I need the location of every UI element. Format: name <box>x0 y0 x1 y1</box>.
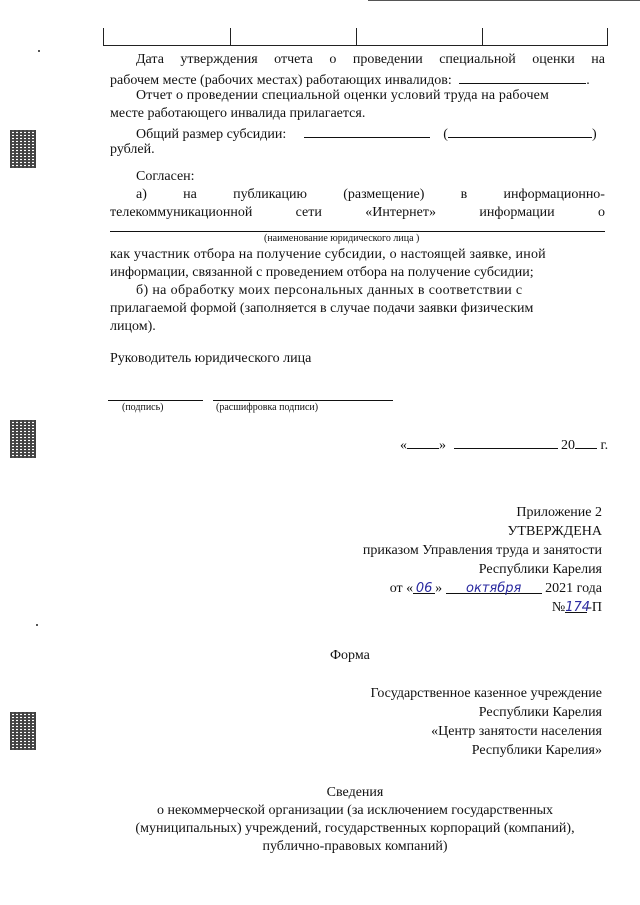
agree-b-line2-text: прилагаемой формой (заполняется в случае подачи заявки физическим <box>110 301 534 316</box>
approved-label: УТВЕРЖДЕНА <box>507 524 602 539</box>
word: на <box>591 52 605 67</box>
info-block <box>100 784 610 856</box>
word: специальной <box>439 52 516 67</box>
agree-a-line1 <box>136 186 605 204</box>
agree-b-line1 <box>136 282 605 300</box>
p3-line2 <box>110 141 605 159</box>
p2-line1-text: Отчет о проведении специальной оценки условий труда на рабочем <box>136 88 550 103</box>
table-cell-divider <box>482 28 483 45</box>
date-month-blank <box>454 434 558 449</box>
info-line: публично-правовых компаний) <box>262 839 448 854</box>
appendix-block <box>363 503 602 617</box>
appendix-number: Приложение 2 <box>516 505 602 520</box>
signature-head-text: Руководитель юридического лица <box>110 351 312 366</box>
word: информационно- <box>503 187 605 202</box>
order-date-prefix: от « <box>389 581 414 596</box>
p2-line2-text: месте работающего инвалида прилагается. <box>110 106 366 121</box>
addressee-line: Республики Карелия <box>478 705 602 720</box>
p1-line2-text: рабочем месте (рабочих местах) работающих инвалидов: <box>110 73 452 88</box>
p1-line1 <box>136 51 605 69</box>
order-authority: приказом Управления труда и занятости <box>362 543 602 558</box>
word: утверждения <box>180 52 258 67</box>
scan-artifact <box>10 420 36 458</box>
agree-a-line3-text: как участник отбора на получение субсидии, о настоящей заявке, иной <box>110 247 546 262</box>
p2-line1 <box>136 87 605 105</box>
order-year: 2021 года <box>545 581 602 596</box>
legal-entity-caption: (наименование юридического лица ) <box>264 233 420 244</box>
currency-text: рублей. <box>110 142 155 157</box>
table-cell-divider <box>230 28 231 45</box>
word: (размещение) <box>343 187 425 202</box>
signature-head <box>110 350 605 368</box>
agree-a-line4-text: информации, связанной с проведением отбора на получение субсидии; <box>110 265 534 280</box>
word: информации <box>479 205 555 220</box>
word: проведении <box>352 52 423 67</box>
form-label: Форма <box>330 648 370 663</box>
agree-b-line3 <box>110 318 605 336</box>
approval-date-blank <box>459 69 586 84</box>
date-year-blank <box>575 434 597 449</box>
agree-a-line3 <box>110 246 605 264</box>
addressee-line: Государственное казенное учреждение <box>370 686 602 701</box>
legal-entity-name-line <box>110 231 605 232</box>
signature-caption: (подпись) <box>122 402 164 413</box>
agree-title-text: Согласен: <box>136 169 195 184</box>
date-open-quote: « <box>400 438 407 453</box>
date-close-quote: » <box>439 438 446 453</box>
word: публикацию <box>233 187 307 202</box>
order-day-handwritten: 06 <box>413 579 435 594</box>
date-day-blank <box>407 434 439 449</box>
word: о <box>598 205 605 220</box>
word: отчета <box>274 52 313 67</box>
subsidy-words-blank <box>448 123 592 138</box>
word: а) <box>136 187 147 202</box>
subsidy-amount-blank <box>304 123 430 138</box>
scan-top-line <box>368 0 640 1</box>
order-number <box>363 598 602 617</box>
order-number-handwritten: 174 <box>565 600 591 615</box>
p1-line2: рабочем месте (рабочих местах) работающих инвалидов: . <box>110 69 605 90</box>
table-fragment <box>103 28 608 46</box>
year-prefix: 20 <box>561 438 575 453</box>
addressee-line: «Центр занятости населения <box>431 724 602 739</box>
agree-a-line4 <box>110 264 605 282</box>
word: Дата <box>136 52 164 67</box>
open-paren: ( <box>443 127 448 142</box>
order-region: Республики Карелия <box>478 562 602 577</box>
scan-artifact <box>10 712 36 750</box>
info-title: Сведения <box>326 785 384 800</box>
agree-b-line1-text: б) на обработку моих персональных данных в соответствии с <box>136 283 523 298</box>
scan-artifact <box>10 130 36 168</box>
word: о <box>329 52 337 67</box>
agree-b-line2 <box>110 300 605 318</box>
word: оценки <box>532 52 575 67</box>
word: в <box>460 187 468 202</box>
word: сети <box>295 205 322 220</box>
word: «Интернет» <box>365 205 436 220</box>
agree-title <box>136 168 631 186</box>
agree-a-line2 <box>110 204 605 222</box>
info-line: (муниципальных) учреждений, государственных корпораций (компаний), <box>135 821 575 836</box>
agree-b-line3-text: лицом). <box>110 319 156 334</box>
table-cell-divider <box>356 28 357 45</box>
signature-decode-caption: (расшифровка подписи) <box>216 402 319 413</box>
signature-date <box>400 434 608 454</box>
addressee-line: Республики Карелия» <box>471 743 602 758</box>
p2-line2 <box>110 105 605 123</box>
order-number-prefix: № <box>551 600 566 615</box>
word: телекоммуникационной <box>110 205 253 220</box>
order-month-handwritten: октября <box>446 579 542 594</box>
scan-dot <box>36 624 38 626</box>
close-paren: ) <box>591 127 597 142</box>
scan-dot <box>38 50 40 52</box>
order-number-suffix: -П <box>587 600 602 615</box>
signature-line <box>108 400 203 401</box>
word: на <box>183 187 197 202</box>
addressee-block <box>370 684 602 760</box>
year-suffix: г. <box>600 438 609 453</box>
order-date: от « 06 » октября 2021 года <box>389 581 602 596</box>
subsidy-label: Общий размер субсидии: <box>136 127 287 142</box>
info-line: о некоммерческой организации (за исключением государственных <box>156 803 553 818</box>
signature-decode-line <box>213 400 393 401</box>
